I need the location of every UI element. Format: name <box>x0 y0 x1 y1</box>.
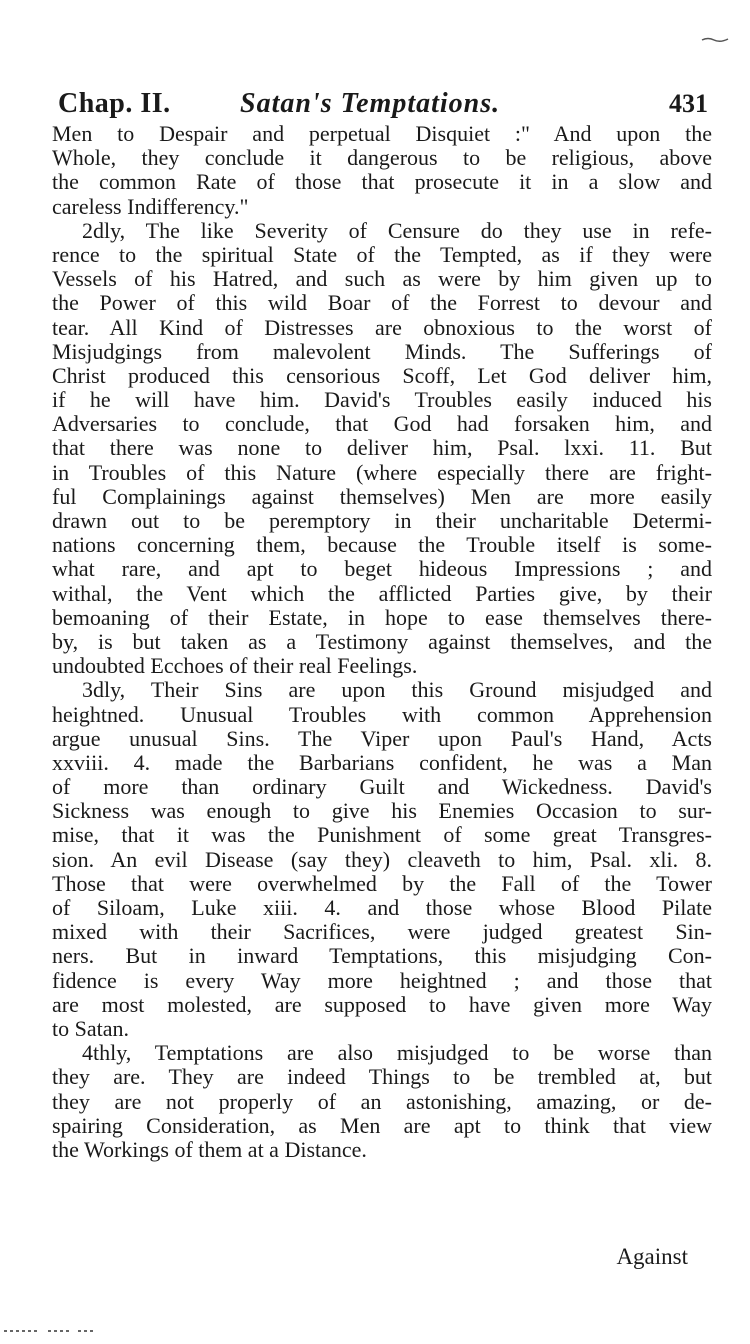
paragraph-start-line: 2dly, The like Severity of Censure do they use in refe- <box>82 218 712 243</box>
text-line: withal, the Vent which the afflicted Parties give, by their <box>52 581 712 606</box>
text-line: Misjudgings from malevolent Minds. The Sufferings of <box>52 339 712 364</box>
text-line: Those that were overwhelmed by the Fall of the Tower <box>52 871 712 896</box>
text-line: by, is but taken as a Testimony against themselves, and the <box>52 629 712 654</box>
text-line: in Troubles of this Nature (where especially there are fright- <box>52 460 712 485</box>
paragraph-start-line: 4thly, Temptations are also misjudged to be worse than <box>82 1041 712 1066</box>
text-line: if he will have him. David's Troubles easily induced his <box>52 388 712 413</box>
text-line: that there was none to deliver him, Psal. lxxi. 11. But <box>52 436 712 461</box>
text-line: tear. All Kind of Distresses are obnoxious to the worst of <box>52 315 712 340</box>
text-line: the Power of this wild Boar of the Forrest to devour and <box>52 291 712 316</box>
text-line: Christ produced this censorious Scoff, Let God deliver him, <box>52 363 712 388</box>
text-line: ful Complainings against themselves) Men are more easily <box>52 484 712 509</box>
text-line: heightned. Unusual Troubles with common Apprehension <box>52 702 712 727</box>
text-line: Men to Despair and perpetual Disquiet :" And upon the <box>52 122 712 146</box>
text-line: spairing Consideration, as Men are apt to think that view <box>52 1113 712 1138</box>
text-line: Vessels of his Hatred, and such as were by him given up to <box>52 267 712 292</box>
running-title: Satan's Temptations. <box>240 88 501 119</box>
text-line: they are not properly of an astonishing, amazing, or de- <box>52 1089 712 1114</box>
text-line: Adversaries to conclude, that God had forsaken him, and <box>52 412 712 437</box>
running-header <box>58 82 708 126</box>
text-line: they are. They are indeed Things to be trembled at, but <box>52 1065 712 1090</box>
text-line: of Siloam, Luke xiii. 4. and those whose Blood Pilate <box>52 896 712 920</box>
text-line: argue unusual Sins. The Viper upon Paul's Hand, Acts <box>52 726 712 751</box>
text-line: the Workings of them at a Distance. <box>52 1137 367 1162</box>
text-line: mixed with their Sacrifices, were judged greatest Sin- <box>52 920 712 945</box>
text-line: xxviii. 4. made the Barbarians confident, he was a Man <box>52 750 712 775</box>
text-line: fidence is every Way more heightned ; and those that <box>52 968 712 993</box>
text-line: mise, that it was the Punishment of some great Transgres- <box>52 823 712 848</box>
text-line: Whole, they conclude it dangerous to be religious, above <box>52 146 712 171</box>
paragraph-start-line: 3dly, Their Sins are upon this Ground misjudged and <box>82 678 712 703</box>
chapter-label: Chap. II. <box>58 88 171 119</box>
text-line: of more than ordinary Guilt and Wickedness. David's <box>52 775 712 800</box>
text-line: to Satan. <box>52 1016 129 1041</box>
text-line: the common Rate of those that prosecute it in a slow and <box>52 170 712 195</box>
body-text <box>52 122 712 1162</box>
text-line: ners. But in inward Temptations, this misjudging Con- <box>52 944 712 969</box>
text-line: drawn out to be peremptory in their uncharitable Determi- <box>52 509 712 533</box>
page-number: 431 <box>669 89 708 118</box>
text-line: are most molested, are supposed to have given more Way <box>52 992 712 1017</box>
ink-mark <box>700 34 730 44</box>
text-line: sion. An evil Disease (say they) cleaveth to him, Psal. xli. 8. <box>52 847 712 872</box>
text-line: undoubted Ecchoes of their real Feelings. <box>52 654 418 679</box>
text-line: rence to the spiritual State of the Tempted, as if they were <box>52 242 712 267</box>
text-line: bemoaning of their Estate, in hope to ease themselves there- <box>52 605 712 630</box>
text-line: careless Indifferency." <box>52 194 249 219</box>
text-line: nations concerning them, because the Trouble itself is some- <box>52 533 712 558</box>
scan-artifact <box>0 1326 150 1336</box>
text-line: what rare, and apt to beget hideous Impressions ; and <box>52 557 712 582</box>
text-line: Sickness was enough to give his Enemies Occasion to sur- <box>52 799 712 824</box>
catchword: Against <box>616 1244 688 1269</box>
